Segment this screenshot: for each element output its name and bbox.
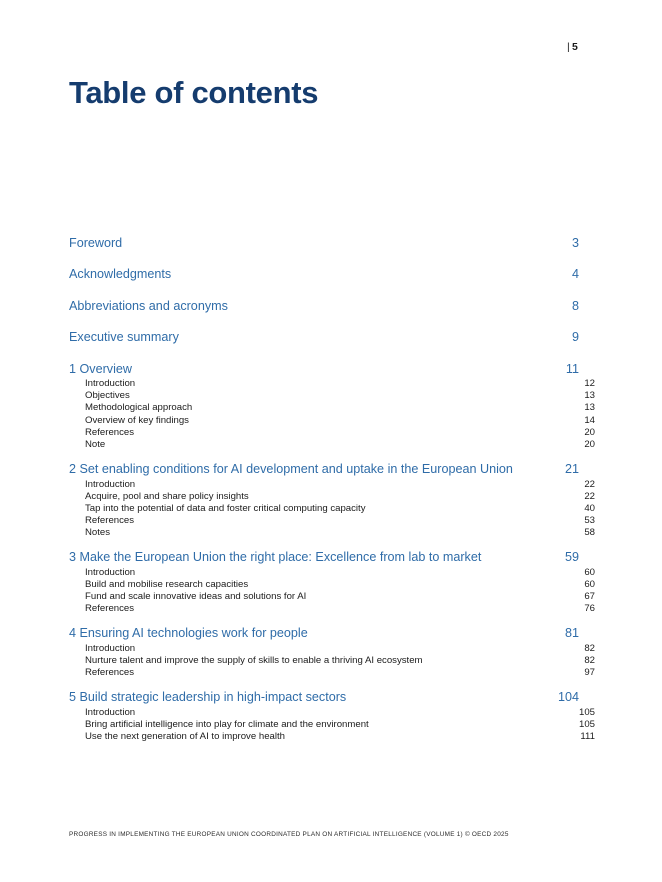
toc-section[interactable] <box>69 719 595 730</box>
toc-chapter-label: 3 Make the European Union the right place: Excellence from lab to market <box>69 550 482 565</box>
toc-section-page: 22 <box>584 478 595 490</box>
toc-section-page: 13 <box>584 390 595 402</box>
toc-entry-acknowledgments[interactable] <box>69 267 579 281</box>
toc-entry-label: Executive summary <box>69 330 179 345</box>
toc-section[interactable] <box>69 503 595 514</box>
toc-chapter-4[interactable] <box>69 626 579 640</box>
page-footer: PROGRESS IN IMPLEMENTING THE EUROPEAN UNION COORDINATED PLAN ON ARTIFICIAL INTELLIGENCE (VOLUME 1) © OECD 2025 <box>69 831 509 838</box>
toc-section[interactable] <box>69 427 595 438</box>
toc-section-page: 53 <box>584 515 595 527</box>
toc-chapter-label: 5 Build strategic leadership in high-impact sectors <box>69 690 347 705</box>
toc-section[interactable] <box>69 707 595 718</box>
toc-chapter-block <box>69 550 595 615</box>
toc-section[interactable] <box>69 390 595 401</box>
page-header-separator: | <box>567 41 570 53</box>
toc-section-page: 14 <box>584 414 595 426</box>
toc-entry-page: 8 <box>571 298 579 313</box>
toc-section-page: 13 <box>584 402 595 414</box>
toc-section-page: 111 <box>580 731 595 743</box>
table-of-contents <box>69 236 595 743</box>
toc-section-label: References <box>85 515 135 527</box>
toc-section[interactable] <box>69 579 595 590</box>
toc-chapter-block <box>69 462 595 539</box>
toc-section-page: 12 <box>584 378 595 390</box>
toc-section[interactable] <box>69 655 595 666</box>
toc-section-label: Bring artificial intelligence into play for climate and the environment <box>85 718 369 730</box>
toc-section[interactable] <box>69 567 595 578</box>
toc-section-page: 58 <box>584 527 595 539</box>
toc-section[interactable] <box>69 402 595 413</box>
toc-section-page: 67 <box>584 591 595 603</box>
toc-chapter-page: 21 <box>564 462 579 476</box>
toc-chapter-block <box>69 690 595 743</box>
toc-entry-page: 4 <box>571 267 579 282</box>
toc-section-page: 40 <box>584 502 595 514</box>
toc-section-page: 97 <box>584 667 595 679</box>
toc-section-label: References <box>85 667 135 679</box>
toc-chapter-label: 4 Ensuring AI technologies work for people <box>69 626 308 641</box>
page-header-number: 5 <box>571 41 578 53</box>
toc-section-label: References <box>85 603 135 615</box>
toc-section[interactable] <box>69 439 595 450</box>
toc-section-page: 20 <box>584 439 595 450</box>
toc-chapter-page: 59 <box>564 550 579 565</box>
page-title: Table of contents <box>69 75 319 110</box>
toc-section-label: Overview of key findings <box>85 414 189 426</box>
toc-section[interactable] <box>69 527 595 538</box>
toc-section-label: Introduction <box>85 706 136 718</box>
toc-entry-foreword[interactable] <box>69 236 579 250</box>
toc-section-label: Methodological approach <box>85 402 193 414</box>
toc-section[interactable] <box>69 415 595 426</box>
toc-section[interactable] <box>69 643 595 654</box>
toc-entry-executive-summary[interactable] <box>69 330 579 344</box>
toc-section-page: 76 <box>584 603 595 615</box>
toc-section[interactable] <box>69 603 595 614</box>
toc-section[interactable] <box>69 667 595 678</box>
toc-section-label: Objectives <box>85 390 130 402</box>
toc-chapter-3[interactable] <box>69 550 579 564</box>
toc-chapter-1[interactable] <box>69 362 579 376</box>
toc-chapter-2[interactable] <box>69 462 579 476</box>
toc-chapter-page: 104 <box>557 690 579 705</box>
toc-section-label: Introduction <box>85 566 136 578</box>
toc-section-page: 105 <box>578 706 595 718</box>
toc-chapter-block <box>69 626 595 679</box>
toc-section-page: 22 <box>584 490 595 502</box>
toc-section-page: 20 <box>584 426 595 438</box>
toc-section-page: 60 <box>584 578 595 590</box>
toc-section-label: Tap into the potential of data and foster critical computing capacity <box>85 502 366 514</box>
toc-section[interactable] <box>69 515 595 526</box>
toc-section-page: 82 <box>584 642 595 654</box>
toc-section-label: Fund and scale innovative ideas and solutions for AI <box>85 591 307 603</box>
toc-section[interactable] <box>69 378 595 389</box>
toc-section-label: Nurture talent and improve the supply of skills to enable a thriving AI ecosystem <box>85 655 423 666</box>
toc-section-label: Introduction <box>85 642 136 654</box>
toc-section[interactable] <box>69 731 595 742</box>
toc-chapter-block <box>69 361 595 450</box>
toc-chapter-page: 81 <box>564 626 579 641</box>
page-header <box>567 41 578 53</box>
toc-chapter-label: 1 Overview <box>69 361 132 376</box>
toc-section-label: Acquire, pool and share policy insights <box>85 490 249 502</box>
toc-chapter-page: 11 <box>565 361 579 376</box>
toc-entry-label: Acknowledgments <box>69 267 172 282</box>
toc-section-label: Introduction <box>85 378 136 390</box>
toc-section-label: Notes <box>85 527 111 539</box>
toc-entry-abbreviations-and-acronyms[interactable] <box>69 299 579 313</box>
toc-section-label: Introduction <box>85 478 136 490</box>
toc-entry-label: Abbreviations and acronyms <box>69 298 228 313</box>
toc-entry-page: 9 <box>571 330 579 345</box>
toc-section-page: 60 <box>584 566 595 578</box>
toc-section-page: 105 <box>578 718 595 730</box>
toc-entry-label: Foreword <box>69 236 123 250</box>
toc-section-label: References <box>85 426 135 438</box>
toc-section-label: Build and mobilise research capacities <box>85 578 249 590</box>
toc-section[interactable] <box>69 479 595 490</box>
toc-entry-page: 3 <box>571 236 579 250</box>
toc-section[interactable] <box>69 591 595 602</box>
toc-chapter-label: 2 Set enabling conditions for AI development and uptake in the European Union <box>69 462 513 476</box>
toc-section[interactable] <box>69 491 595 502</box>
toc-section-label: Note <box>85 439 106 450</box>
toc-chapter-5[interactable] <box>69 690 579 704</box>
toc-section-label: Use the next generation of AI to improve health <box>85 731 285 743</box>
toc-section-page: 82 <box>584 655 595 666</box>
